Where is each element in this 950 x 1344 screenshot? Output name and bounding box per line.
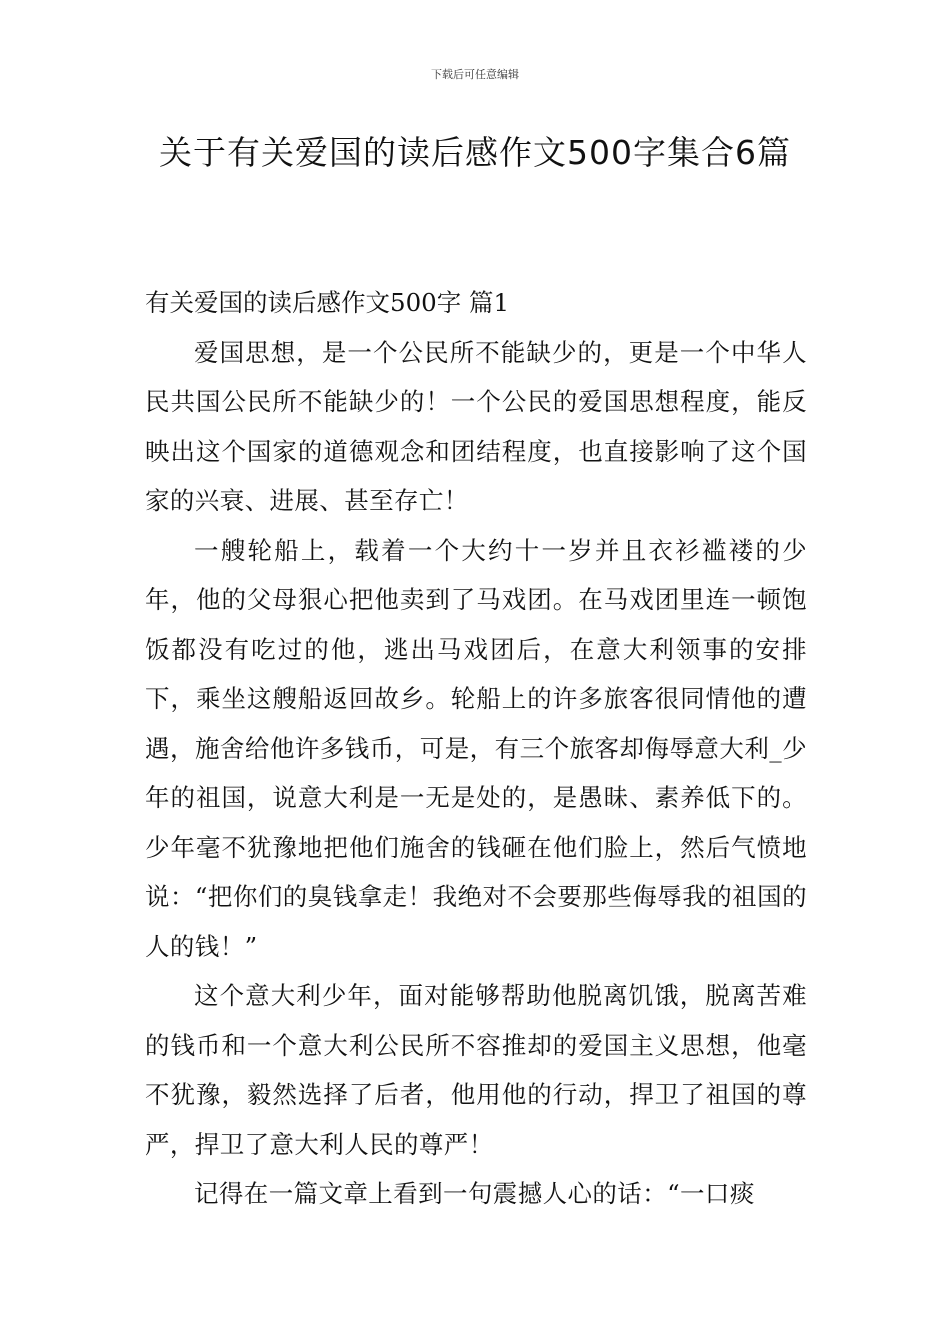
paragraph: 这个意大利少年，面对能够帮助他脱离饥饿，脱离苦难的钱币和一个意大利公民所不容推却的爱国主义思想，他毫不犹豫，毅然选择了后者，他用他的行动，捍卫了祖国的尊严，捍卫了意大利人民的尊严！ <box>145 981 807 1159</box>
document-body <box>145 278 807 1219</box>
page-header-note: 下载后可任意编辑 <box>431 68 519 81</box>
section-heading: 有关爱国的读后感作文500字 篇1 <box>145 288 510 317</box>
paragraph: 爱国思想，是一个公民所不能缺少的，更是一个中华人民共国公民所不能缺少的！一个公民的爱国思想程度，能反映出这个国家的道德观念和团结程度，也直接影响了这个国家的兴衰、进展、甚至存亡！ <box>145 337 807 515</box>
document-title: 关于有关爱国的读后感作文500字集合6篇 <box>159 133 791 172</box>
paragraph: 记得在一篇文章上看到一句震撼人心的话：“一口痰 <box>194 1179 755 1208</box>
paragraph: 一艘轮船上，载着一个大约十一岁并且衣衫褴褛的少年，他的父母狠心把他卖到了马戏团。在马戏团里连一顿饱饭都没有吃过的他，逃出马戏团后，在意大利领事的安排下，乘坐这艘船返回故乡。轮船上的许多旅客很同情他的遭遇，施舍给他许多钱币，可是，有三个旅客却侮辱意大利_少年的祖国，说意大利是一无是处的，是愚昧、素养低下的。少年毫不犹豫地把他们施舍的钱砸在他们脸上，然后气愤地说：“把你们的臭钱拿走！我绝对不会要那些侮辱我的祖国的人的钱！” <box>145 535 807 961</box>
